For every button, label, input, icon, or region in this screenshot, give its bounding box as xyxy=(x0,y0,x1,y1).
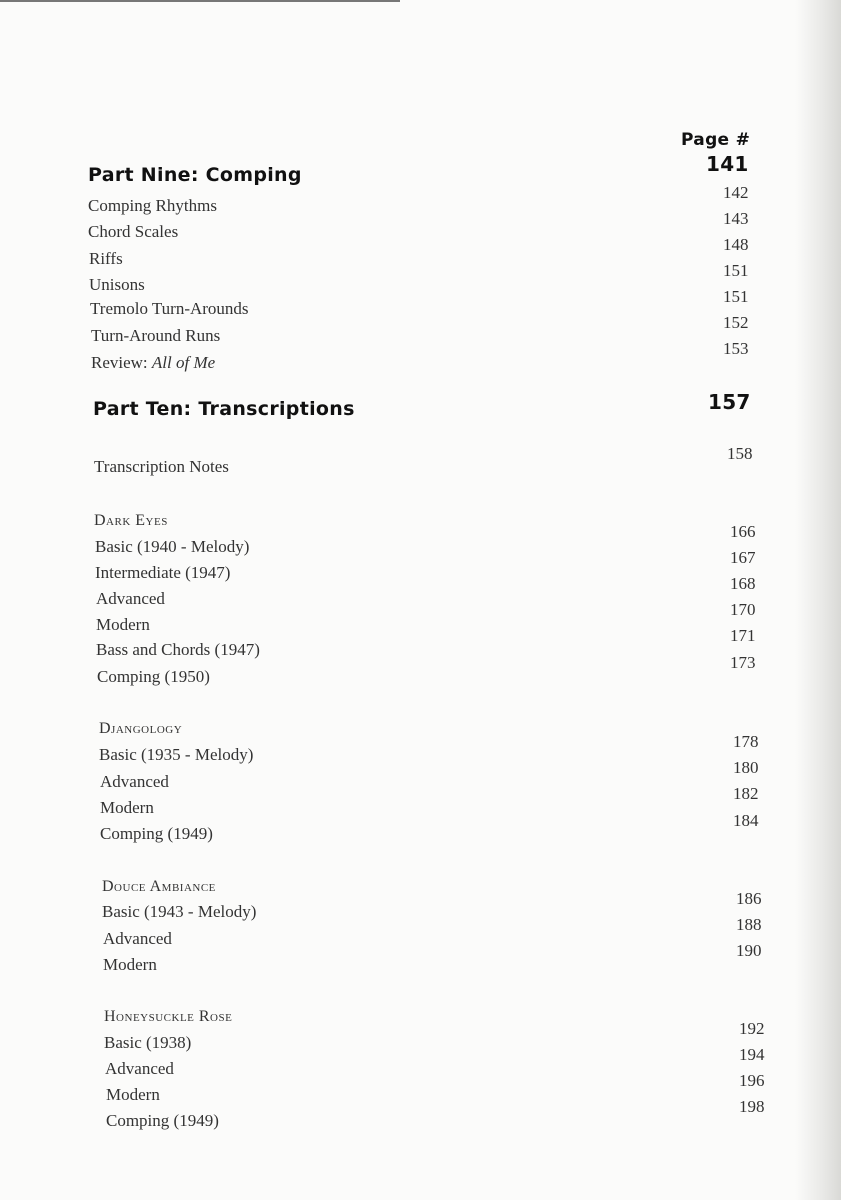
toc-entry-label: Tremolo Turn-Arounds xyxy=(90,299,249,318)
scan-right-edge-shadow xyxy=(795,0,841,1200)
toc-entry-page: 184 xyxy=(733,811,759,830)
toc-entry-label: Modern xyxy=(96,615,150,634)
toc-entry-page: 167 xyxy=(730,548,756,567)
toc-entry-page: 194 xyxy=(739,1045,765,1064)
part-ten-page: 157 xyxy=(708,390,751,414)
transcription-notes-page: 158 xyxy=(727,444,753,463)
toc-entry-label: Comping (1949) xyxy=(100,824,213,843)
toc-entry-label: Riffs xyxy=(89,249,123,268)
toc-entry-page: 198 xyxy=(739,1097,765,1116)
toc-entry-label: Basic (1943 - Melody) xyxy=(102,902,257,921)
review-song-title: All of Me xyxy=(151,353,216,372)
toc-entry-label: Advanced xyxy=(103,929,172,948)
toc-entry-page: 192 xyxy=(739,1019,765,1038)
toc-entry-label: Comping (1949) xyxy=(106,1111,219,1130)
toc-entry-page: 171 xyxy=(730,626,756,645)
toc-entry-page: 188 xyxy=(736,915,762,934)
part-ten-title: Part Ten: Transcriptions xyxy=(93,398,355,420)
toc-entry-review xyxy=(91,353,215,373)
toc-entry-page: 173 xyxy=(730,653,756,672)
scan-top-rule xyxy=(0,0,400,2)
page-column-header: Page # xyxy=(681,130,751,150)
toc-entry-label: Basic (1938) xyxy=(104,1033,192,1052)
toc-entry-page: 153 xyxy=(723,339,749,358)
toc-entry-label: Basic (1940 - Melody) xyxy=(95,537,250,556)
toc-entry-page: 178 xyxy=(733,732,759,751)
toc-entry-label: Advanced xyxy=(100,772,169,791)
toc-entry-label: Comping (1950) xyxy=(97,667,210,686)
toc-entry-label: Turn-Around Runs xyxy=(91,326,221,345)
toc-entry-label: Bass and Chords (1947) xyxy=(96,640,260,659)
part-nine-title: Part Nine: Comping xyxy=(88,164,302,186)
toc-entry-page: 196 xyxy=(739,1071,765,1090)
part-nine-page: 141 xyxy=(706,152,749,176)
song-title-djangology: Djangology xyxy=(99,720,183,737)
toc-entry-page: 168 xyxy=(730,574,756,593)
toc-entry-page: 180 xyxy=(733,758,759,777)
toc-entry-label: Modern xyxy=(100,798,154,817)
song-title-douce-ambiance: Douce Ambiance xyxy=(102,878,216,895)
toc-entry-label: Advanced xyxy=(96,589,165,608)
toc-entry-label: Advanced xyxy=(105,1059,174,1078)
toc-entry-page: 151 xyxy=(723,261,749,280)
toc-entry-label: Basic (1935 - Melody) xyxy=(99,745,254,764)
toc-entry-page: 182 xyxy=(733,784,759,803)
toc-entry-label: Chord Scales xyxy=(88,222,179,241)
toc-entry-page: 190 xyxy=(736,941,762,960)
toc-entry-label: Intermediate (1947) xyxy=(95,563,231,582)
toc-entry-page: 166 xyxy=(730,522,756,541)
transcription-notes-label: Transcription Notes xyxy=(94,457,229,476)
review-prefix: Review: xyxy=(91,353,152,372)
toc-entry-page: 143 xyxy=(723,209,749,228)
toc-entry-page: 170 xyxy=(730,600,756,619)
toc-entry-page: 151 xyxy=(723,287,749,306)
toc-entry-page: 142 xyxy=(723,183,749,202)
song-title-honeysuckle-rose: Honeysuckle Rose xyxy=(104,1008,233,1025)
toc-entry-label: Unisons xyxy=(89,275,145,294)
toc-entry-page: 186 xyxy=(736,889,762,908)
toc-entry-page: 152 xyxy=(723,313,749,332)
toc-entry-label: Comping Rhythms xyxy=(88,196,217,215)
toc-entry-label: Modern xyxy=(106,1085,160,1104)
song-title-dark-eyes: Dark Eyes xyxy=(94,512,168,529)
toc-entry-label: Modern xyxy=(103,955,157,974)
toc-entry-page: 148 xyxy=(723,235,749,254)
